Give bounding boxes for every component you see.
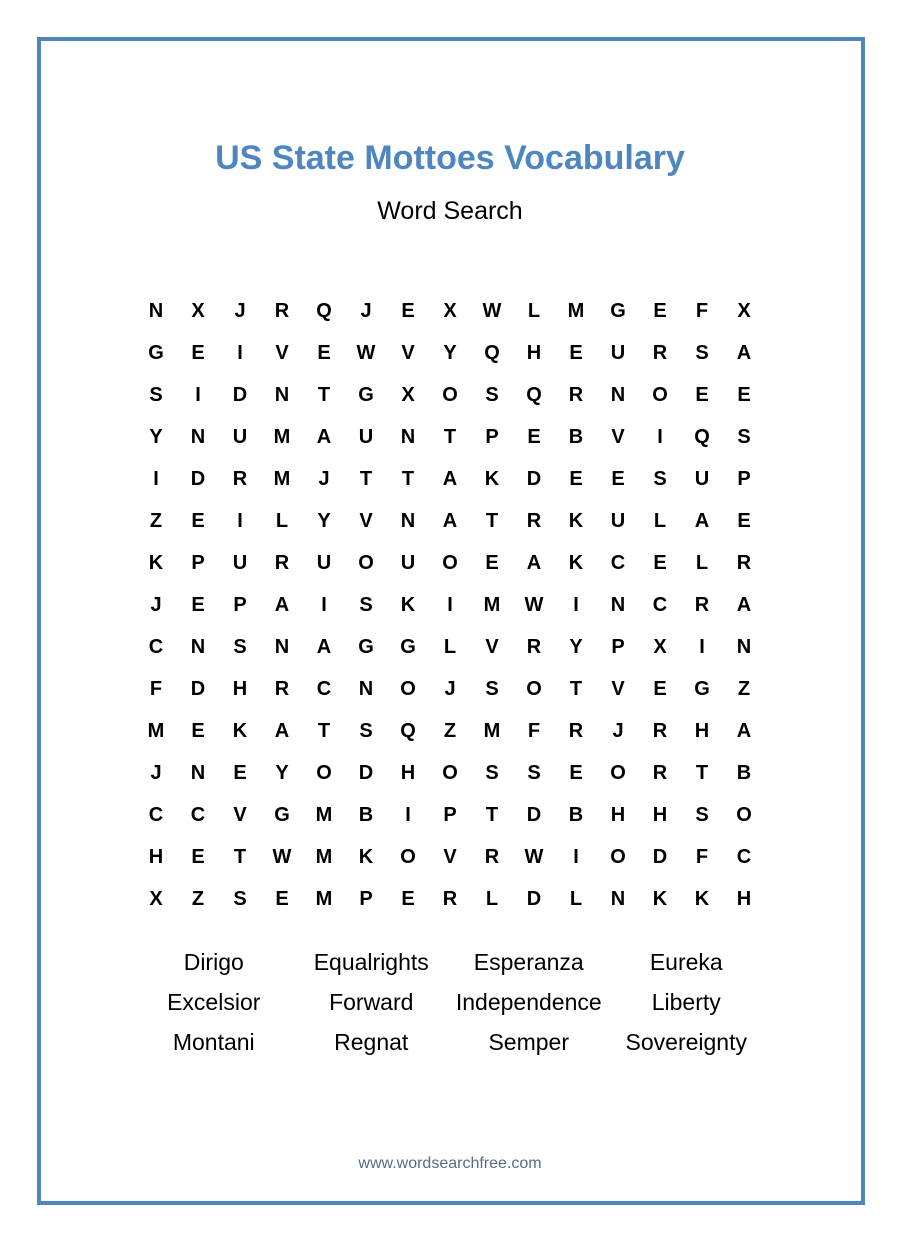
grid-letter: I: [321, 593, 327, 616]
grid-letter: H: [610, 803, 626, 826]
grid-letter: T: [695, 761, 709, 784]
grid-letter: L: [443, 635, 457, 658]
grid-letter: I: [237, 509, 243, 532]
grid-letter: Y: [569, 635, 583, 658]
word-list-item: Equalrights: [313, 948, 429, 975]
grid-letter: M: [315, 887, 333, 910]
grid-letter: O: [442, 551, 458, 574]
grid-letter: L: [569, 887, 583, 910]
grid-letter: X: [443, 299, 457, 322]
grid-letter: N: [274, 383, 290, 406]
grid-letter: G: [148, 341, 164, 364]
grid-letter: N: [610, 593, 626, 616]
grid-letter: K: [694, 887, 710, 910]
grid-letter: Q: [400, 719, 416, 742]
grid-letter: I: [195, 383, 201, 406]
grid-letter: D: [652, 845, 668, 868]
grid-letter: E: [191, 719, 205, 742]
grid-letter: O: [652, 383, 668, 406]
grid-letter: R: [568, 719, 584, 742]
grid-letter: E: [527, 425, 541, 448]
grid-letter: W: [272, 845, 292, 868]
grid-letter: A: [526, 551, 542, 574]
grid-letter: E: [569, 467, 583, 490]
grid-letter: D: [190, 677, 206, 700]
grid-letter: L: [653, 509, 667, 532]
grid-letter: R: [232, 467, 248, 490]
grid-letter: E: [191, 509, 205, 532]
grid-letter: T: [485, 509, 499, 532]
grid-letter: M: [315, 803, 333, 826]
word-list-item: Montani: [172, 1028, 255, 1055]
grid-letter: P: [233, 593, 247, 616]
grid-letter: H: [526, 341, 542, 364]
grid-letter: T: [359, 467, 373, 490]
grid-letter: S: [149, 383, 163, 406]
grid-letter: T: [443, 425, 457, 448]
grid-letter: Y: [149, 425, 163, 448]
grid-letter: M: [273, 425, 291, 448]
grid-letter: R: [484, 845, 500, 868]
grid-letter: J: [444, 677, 456, 700]
grid-letter: Q: [694, 425, 710, 448]
grid-letter: C: [148, 635, 164, 658]
grid-letter: S: [653, 467, 667, 490]
grid-letter: R: [442, 887, 458, 910]
grid-letter: E: [653, 677, 667, 700]
grid-letter: N: [190, 761, 206, 784]
grid-letter: I: [405, 803, 411, 826]
grid-letter: C: [736, 845, 752, 868]
grid-letter: S: [527, 761, 541, 784]
grid-letter: W: [482, 299, 502, 322]
grid-letter: K: [568, 551, 584, 574]
grid-letter: R: [652, 719, 668, 742]
grid-letter: R: [274, 299, 290, 322]
grid-letter: M: [147, 719, 165, 742]
grid-letter: L: [527, 299, 541, 322]
word-list-item: Dirigo: [183, 948, 244, 975]
grid-letter: T: [569, 677, 583, 700]
grid-letter: O: [442, 383, 458, 406]
grid-letter: P: [191, 551, 205, 574]
grid-letter: A: [736, 719, 752, 742]
grid-letter: O: [526, 677, 542, 700]
grid-letter: W: [524, 845, 544, 868]
grid-letter: G: [694, 677, 710, 700]
grid-letter: S: [695, 803, 709, 826]
grid-letter: E: [401, 887, 415, 910]
grid-letter: O: [736, 803, 752, 826]
grid-letter: K: [400, 593, 416, 616]
grid-letter: O: [316, 761, 332, 784]
grid-letter: E: [485, 551, 499, 574]
word-list-item: Regnat: [334, 1028, 409, 1055]
grid-row: [135, 374, 765, 416]
grid-letter: E: [401, 299, 415, 322]
grid-letter: C: [610, 551, 626, 574]
page-title: US State Mottoes Vocabulary: [215, 139, 685, 177]
word-list-item: Forward: [329, 988, 414, 1015]
grid-letter: M: [273, 467, 291, 490]
grid-letter: E: [695, 383, 709, 406]
grid-letter: R: [526, 509, 542, 532]
grid-letter: V: [233, 803, 247, 826]
grid-letter: G: [274, 803, 290, 826]
grid-letter: J: [360, 299, 372, 322]
grid-letter: T: [485, 803, 499, 826]
grid-letter: V: [611, 677, 625, 700]
grid-letter: J: [612, 719, 624, 742]
grid-letter: V: [611, 425, 625, 448]
grid-letter: I: [657, 425, 663, 448]
grid-letter: U: [232, 425, 248, 448]
grid-letter: H: [736, 887, 752, 910]
grid-letter: I: [573, 845, 579, 868]
grid-letter: H: [148, 845, 164, 868]
grid-letter: M: [483, 593, 501, 616]
grid-letter: S: [485, 383, 499, 406]
grid-letter: K: [484, 467, 500, 490]
page-subtitle: Word Search: [377, 197, 523, 225]
grid-letter: T: [317, 719, 331, 742]
grid-letter: A: [694, 509, 710, 532]
word-list-item: Sovereignty: [625, 1028, 747, 1055]
grid-letter: R: [652, 341, 668, 364]
grid-row: [135, 542, 765, 584]
grid-letter: H: [694, 719, 710, 742]
grid-letter: R: [736, 551, 752, 574]
footer-url: www.wordsearchfree.com: [358, 1155, 542, 1172]
grid-letter: Z: [191, 887, 205, 910]
grid-letter: S: [359, 719, 373, 742]
grid-letter: K: [652, 887, 668, 910]
grid-row: [135, 626, 765, 668]
grid-letter: N: [736, 635, 752, 658]
word-list-item: Esperanza: [473, 948, 584, 975]
grid-letter: P: [359, 887, 373, 910]
grid-letter: N: [400, 425, 416, 448]
grid-letter: S: [695, 341, 709, 364]
word-list-item: Liberty: [651, 988, 721, 1015]
grid-letter: A: [316, 425, 332, 448]
grid-letter: P: [737, 467, 751, 490]
grid-letter: P: [443, 803, 457, 826]
grid-letter: X: [191, 299, 205, 322]
grid-letter: D: [232, 383, 248, 406]
grid-letter: A: [316, 635, 332, 658]
grid-letter: I: [447, 593, 453, 616]
grid-letter: V: [275, 341, 289, 364]
grid-letter: N: [148, 299, 164, 322]
grid-letter: A: [274, 719, 290, 742]
grid-letter: O: [400, 845, 416, 868]
grid-letter: F: [149, 677, 163, 700]
grid-letter: A: [442, 509, 458, 532]
grid-letter: D: [358, 761, 374, 784]
grid-letter: A: [736, 593, 752, 616]
grid-letter: C: [316, 677, 332, 700]
grid-letter: W: [356, 341, 376, 364]
grid-letter: G: [610, 299, 626, 322]
grid-letter: E: [653, 551, 667, 574]
grid-letter: L: [695, 551, 709, 574]
grid-letter: E: [737, 383, 751, 406]
grid-letter: H: [652, 803, 668, 826]
grid-letter: E: [275, 887, 289, 910]
grid-letter: I: [573, 593, 579, 616]
grid-letter: W: [524, 593, 544, 616]
grid-letter: E: [569, 341, 583, 364]
grid-letter: S: [485, 761, 499, 784]
grid-letter: Z: [149, 509, 163, 532]
grid-letter: D: [526, 467, 542, 490]
grid-letter: E: [737, 509, 751, 532]
letter-grid: [135, 290, 765, 920]
grid-letter: S: [233, 635, 247, 658]
grid-letter: V: [443, 845, 457, 868]
grid-row: [135, 752, 765, 794]
grid-letter: I: [237, 341, 243, 364]
grid-letter: E: [653, 299, 667, 322]
grid-letter: S: [485, 677, 499, 700]
grid-letter: B: [736, 761, 752, 784]
grid-letter: Z: [443, 719, 457, 742]
grid-letter: N: [358, 677, 374, 700]
grid-row: [135, 332, 765, 374]
grid-letter: E: [569, 761, 583, 784]
grid-letter: G: [358, 383, 374, 406]
grid-letter: U: [610, 509, 626, 532]
grid-letter: K: [568, 509, 584, 532]
grid-letter: L: [485, 887, 499, 910]
grid-letter: E: [611, 467, 625, 490]
grid-letter: R: [526, 635, 542, 658]
grid-letter: Q: [526, 383, 542, 406]
grid-letter: M: [315, 845, 333, 868]
grid-letter: B: [568, 803, 584, 826]
grid-letter: V: [359, 509, 373, 532]
grid-letter: S: [737, 425, 751, 448]
grid-letter: X: [653, 635, 667, 658]
grid-letter: T: [317, 383, 331, 406]
grid-row: [135, 794, 765, 836]
grid-letter: A: [736, 341, 752, 364]
grid-letter: O: [610, 761, 626, 784]
grid-letter: G: [400, 635, 416, 658]
grid-letter: X: [149, 887, 163, 910]
grid-letter: L: [275, 509, 289, 532]
grid-letter: C: [148, 803, 164, 826]
grid-letter: X: [737, 299, 751, 322]
word-list-item: Independence: [455, 988, 602, 1015]
grid-letter: N: [274, 635, 290, 658]
grid-letter: U: [358, 425, 374, 448]
grid-letter: U: [400, 551, 416, 574]
grid-letter: E: [191, 593, 205, 616]
grid-letter: J: [318, 467, 330, 490]
grid-letter: N: [190, 635, 206, 658]
grid-letter: O: [358, 551, 374, 574]
grid-letter: D: [526, 887, 542, 910]
grid-letter: B: [568, 425, 584, 448]
grid-letter: R: [274, 551, 290, 574]
grid-letter: R: [652, 761, 668, 784]
grid-letter: Q: [316, 299, 332, 322]
grid-letter: U: [232, 551, 248, 574]
grid-letter: A: [442, 467, 458, 490]
grid-letter: D: [526, 803, 542, 826]
grid-letter: S: [359, 593, 373, 616]
grid-letter: E: [191, 341, 205, 364]
grid-letter: N: [610, 383, 626, 406]
grid-letter: M: [567, 299, 585, 322]
grid-letter: O: [400, 677, 416, 700]
grid-letter: K: [232, 719, 248, 742]
grid-letter: H: [400, 761, 416, 784]
grid-row: [135, 290, 765, 332]
grid-letter: R: [274, 677, 290, 700]
grid-letter: I: [699, 635, 705, 658]
grid-letter: J: [150, 761, 162, 784]
word-list-item: Semper: [488, 1028, 570, 1055]
grid-letter: U: [610, 341, 626, 364]
grid-letter: J: [150, 593, 162, 616]
grid-letter: Y: [275, 761, 289, 784]
grid-letter: E: [191, 845, 205, 868]
grid-letter: V: [485, 635, 499, 658]
grid-letter: C: [652, 593, 668, 616]
grid-row: [135, 710, 765, 752]
grid-row: [135, 500, 765, 542]
grid-letter: I: [153, 467, 159, 490]
grid-letter: F: [527, 719, 541, 742]
grid-letter: U: [694, 467, 710, 490]
grid-letter: J: [234, 299, 246, 322]
grid-letter: R: [568, 383, 584, 406]
grid-row: [135, 668, 765, 710]
grid-row: [135, 836, 765, 878]
grid-letter: U: [316, 551, 332, 574]
grid-letter: M: [483, 719, 501, 742]
grid-letter: X: [401, 383, 415, 406]
grid-letter: N: [610, 887, 626, 910]
grid-letter: F: [695, 845, 709, 868]
grid-letter: F: [695, 299, 709, 322]
grid-letter: T: [401, 467, 415, 490]
word-list-item: Excelsior: [167, 988, 261, 1015]
word-list-item: Eureka: [649, 948, 723, 975]
grid-letter: V: [401, 341, 415, 364]
grid-letter: E: [317, 341, 331, 364]
word-list: [135, 942, 765, 1062]
grid-letter: G: [358, 635, 374, 658]
grid-letter: Q: [484, 341, 500, 364]
grid-letter: Y: [317, 509, 331, 532]
grid-letter: P: [485, 425, 499, 448]
grid-letter: A: [274, 593, 290, 616]
grid-letter: Z: [737, 677, 751, 700]
grid-letter: K: [148, 551, 164, 574]
grid-letter: E: [233, 761, 247, 784]
grid-letter: O: [442, 761, 458, 784]
grid-letter: N: [190, 425, 206, 448]
grid-letter: N: [400, 509, 416, 532]
grid-letter: T: [233, 845, 247, 868]
grid-row: [135, 458, 765, 500]
grid-letter: P: [611, 635, 625, 658]
grid-letter: C: [190, 803, 206, 826]
grid-letter: D: [190, 467, 206, 490]
grid-letter: S: [233, 887, 247, 910]
grid-letter: R: [694, 593, 710, 616]
grid-letter: O: [610, 845, 626, 868]
grid-letter: Y: [443, 341, 457, 364]
grid-row: [135, 878, 765, 920]
grid-row: [135, 416, 765, 458]
grid-letter: H: [232, 677, 248, 700]
grid-letter: K: [358, 845, 374, 868]
grid-letter: B: [358, 803, 374, 826]
grid-row: [135, 584, 765, 626]
